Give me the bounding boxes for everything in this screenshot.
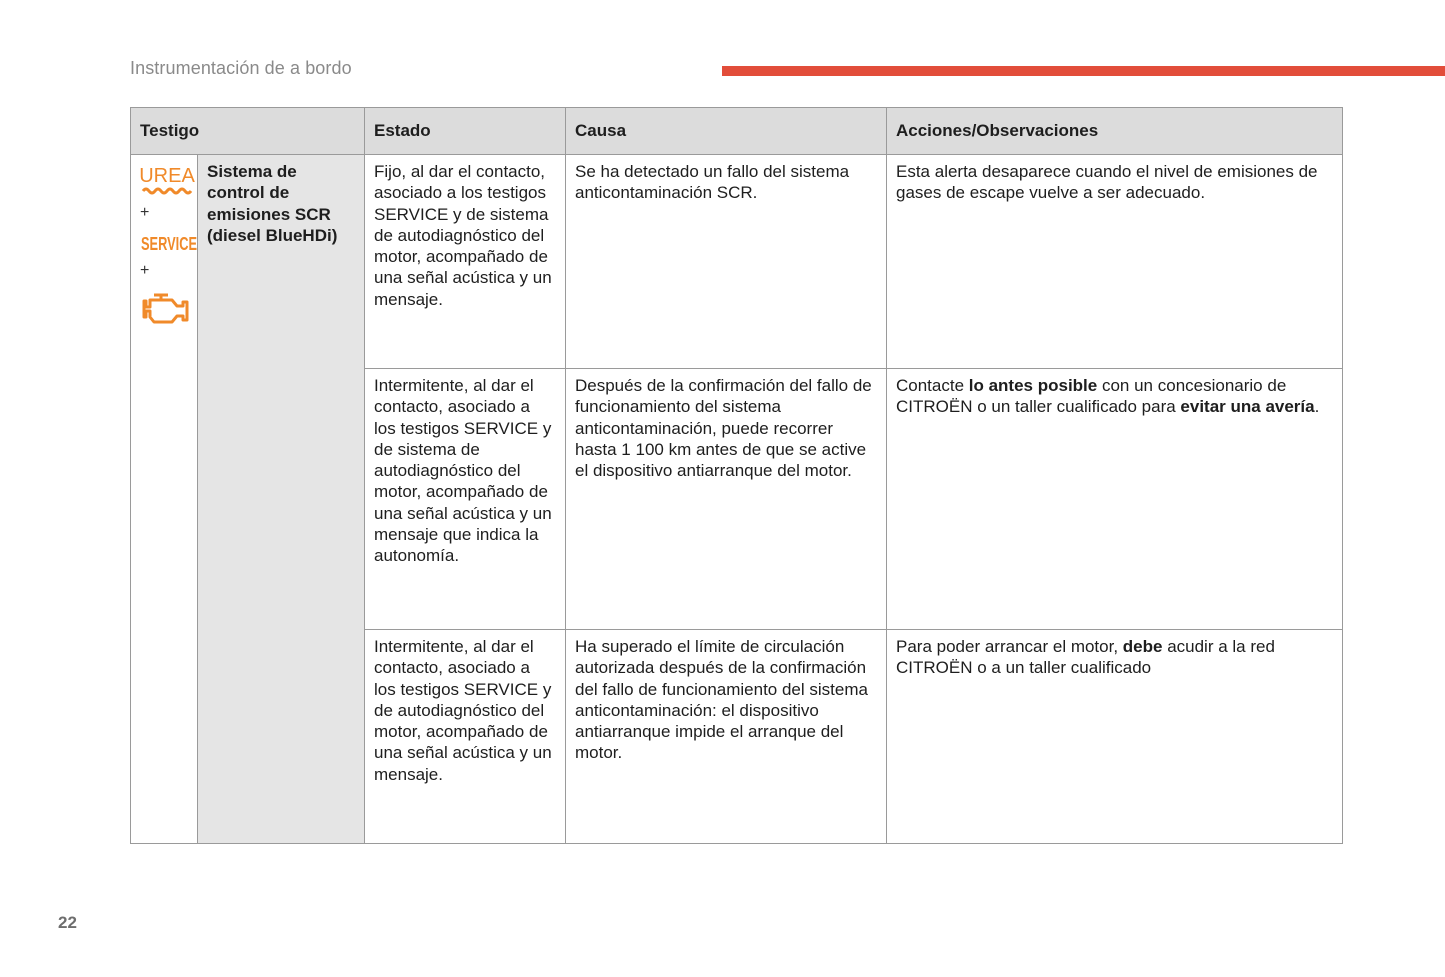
estado-cell: Intermitente, al dar el contacto, asociado a los testigos SERVICE y de sistema de autodiagnóstico del motor, acompañado de una señal acústica y un mensaje que indica la autonomía. <box>365 369 566 630</box>
estado-cell: Intermitente, al dar el contacto, asociado a los testigos SERVICE y de autodiagnóstico del motor, acompañado de una señal acústica y un mensaje. <box>365 630 566 844</box>
plus-sign: + <box>140 204 150 221</box>
causa-cell: Ha superado el límite de circulación autorizada después de la confirmación del fallo de funcionamiento del sistema anticontaminación: el dispositivo antiarranque impide el arranque del motor. <box>566 630 887 844</box>
acciones-cell: Esta alerta desaparece cuando el nivel de emisiones de gases de escape vuelve a ser adecuado. <box>887 155 1343 369</box>
column-header-estado: Estado <box>365 108 566 155</box>
acciones-text: Para poder arrancar el motor, <box>896 637 1123 656</box>
causa-cell: Después de la confirmación del fallo de funcionamiento del sistema anticontaminación, puede recorrer hasta 1 100 km antes de que se active el dispositivo antiarranque del motor. <box>566 369 887 630</box>
column-header-acciones: Acciones/Observaciones <box>887 108 1343 155</box>
acciones-emphasis: debe <box>1122 637 1163 656</box>
plus-sign: + <box>140 262 150 279</box>
table-header-row <box>131 108 1343 155</box>
acciones-cell <box>887 630 1343 844</box>
acciones-emphasis: lo antes posible <box>968 376 1098 395</box>
warning-lights-table <box>130 107 1343 844</box>
svg-text:SERVICE: SERVICE <box>141 234 197 254</box>
system-name-cell: Sistema de control de emisiones SCR (diesel BlueHDi) <box>198 155 365 844</box>
column-header-causa: Causa <box>566 108 887 155</box>
acciones-text: Contacte <box>896 376 969 395</box>
page-header-title: Instrumentación de a bordo <box>130 58 352 78</box>
acciones-text: acudir a la red CITROËN o a un taller cualificado <box>896 637 1275 678</box>
acciones-text: . <box>1314 397 1320 417</box>
service-warning-icon <box>140 231 198 255</box>
engine-warning-icon <box>140 289 190 329</box>
urea-warning-icon <box>140 161 194 197</box>
acciones-emphasis: evitar una avería <box>1180 397 1315 417</box>
page-number: 22 <box>58 913 77 932</box>
acciones-cell <box>887 369 1343 630</box>
header-accent-bar <box>722 66 1445 76</box>
causa-cell: Se ha detectado un fallo del sistema anticontaminación SCR. <box>566 155 887 369</box>
estado-cell: Fijo, al dar el contacto, asociado a los testigos SERVICE y de sistema de autodiagnóstico del motor, acompañado de una señal acústica y un mensaje. <box>365 155 566 369</box>
table-row <box>131 155 1343 369</box>
svg-text:UREA: UREA <box>139 165 195 187</box>
acciones-text: con un concesionario de CITROËN o un taller cualificado para <box>896 376 1287 417</box>
column-header-testigo: Testigo <box>131 108 365 155</box>
warning-icons-cell <box>131 155 198 844</box>
